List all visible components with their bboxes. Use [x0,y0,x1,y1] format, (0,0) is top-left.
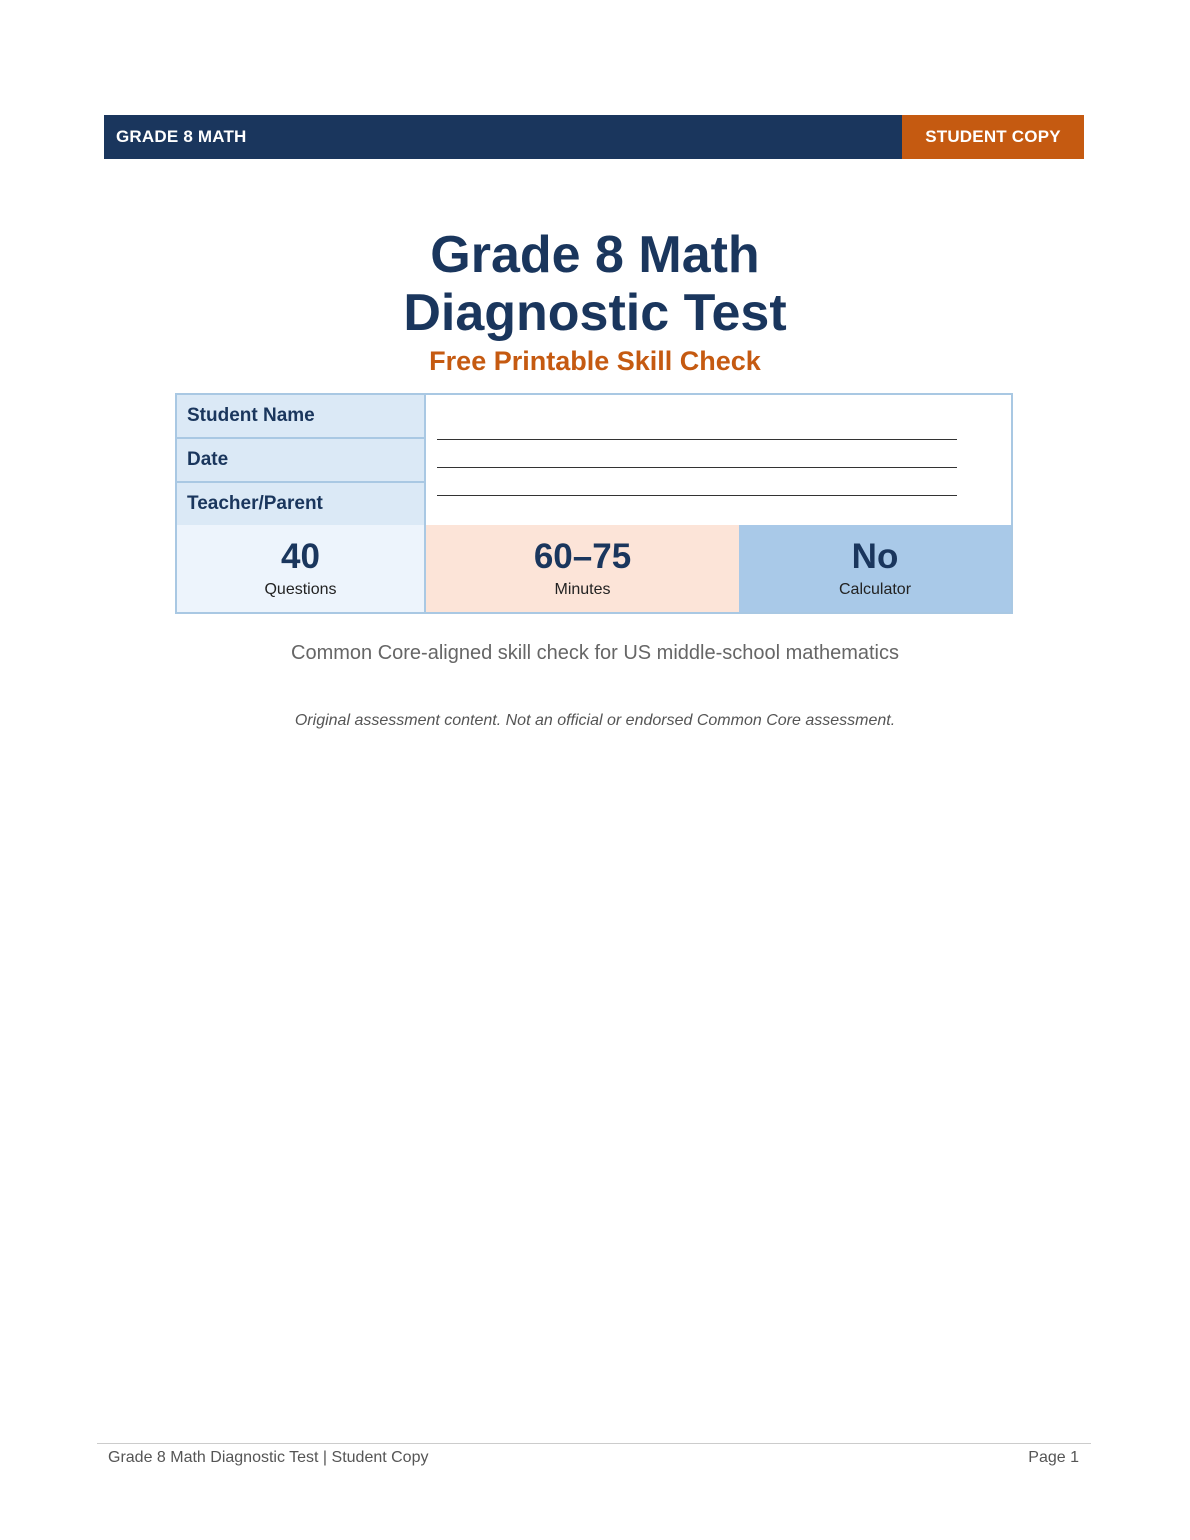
disclaimer-note: Original assessment content. Not an official or endorsed Common Core assessment. [294,712,896,729]
info-write-area[interactable] [426,395,1011,525]
student-info-table [175,393,1013,527]
teacher-parent-label: Teacher/Parent [177,481,424,525]
info-labels-column [177,395,426,525]
footer-document-title: Grade 8 Math Diagnostic Test | Student Copy [108,1449,429,1466]
minutes-range: 60–75 [533,536,632,576]
questions-stat [177,525,426,612]
teacher-parent-line[interactable] [437,495,957,496]
title-line-2: Diagnostic Test [403,284,787,342]
test-stats-row [175,525,1013,614]
date-line[interactable] [437,467,957,468]
questions-count: 40 [281,536,320,576]
page-title [0,226,1190,342]
page-subtitle: Free Printable Skill Check [429,346,761,376]
title-line-1: Grade 8 Math [430,226,760,284]
footer-page-number: Page 1 [1028,1449,1079,1466]
calculator-allowed: No [851,536,899,576]
calculator-label: Calculator [838,580,912,598]
questions-label: Questions [264,580,337,598]
student-name-label: Student Name [177,395,424,437]
header-bar [104,115,1084,159]
minutes-stat [426,525,739,612]
test-description: Common Core-aligned skill check for US middle-school mathematics [291,642,899,664]
footer-divider [97,1443,1091,1444]
minutes-label: Minutes [554,580,611,598]
calculator-stat [739,525,1011,612]
header-copy-badge: STUDENT COPY [902,115,1084,159]
header-subject-label: GRADE 8 MATH [116,127,247,146]
date-label: Date [177,437,424,481]
student-name-line[interactable] [437,439,957,440]
